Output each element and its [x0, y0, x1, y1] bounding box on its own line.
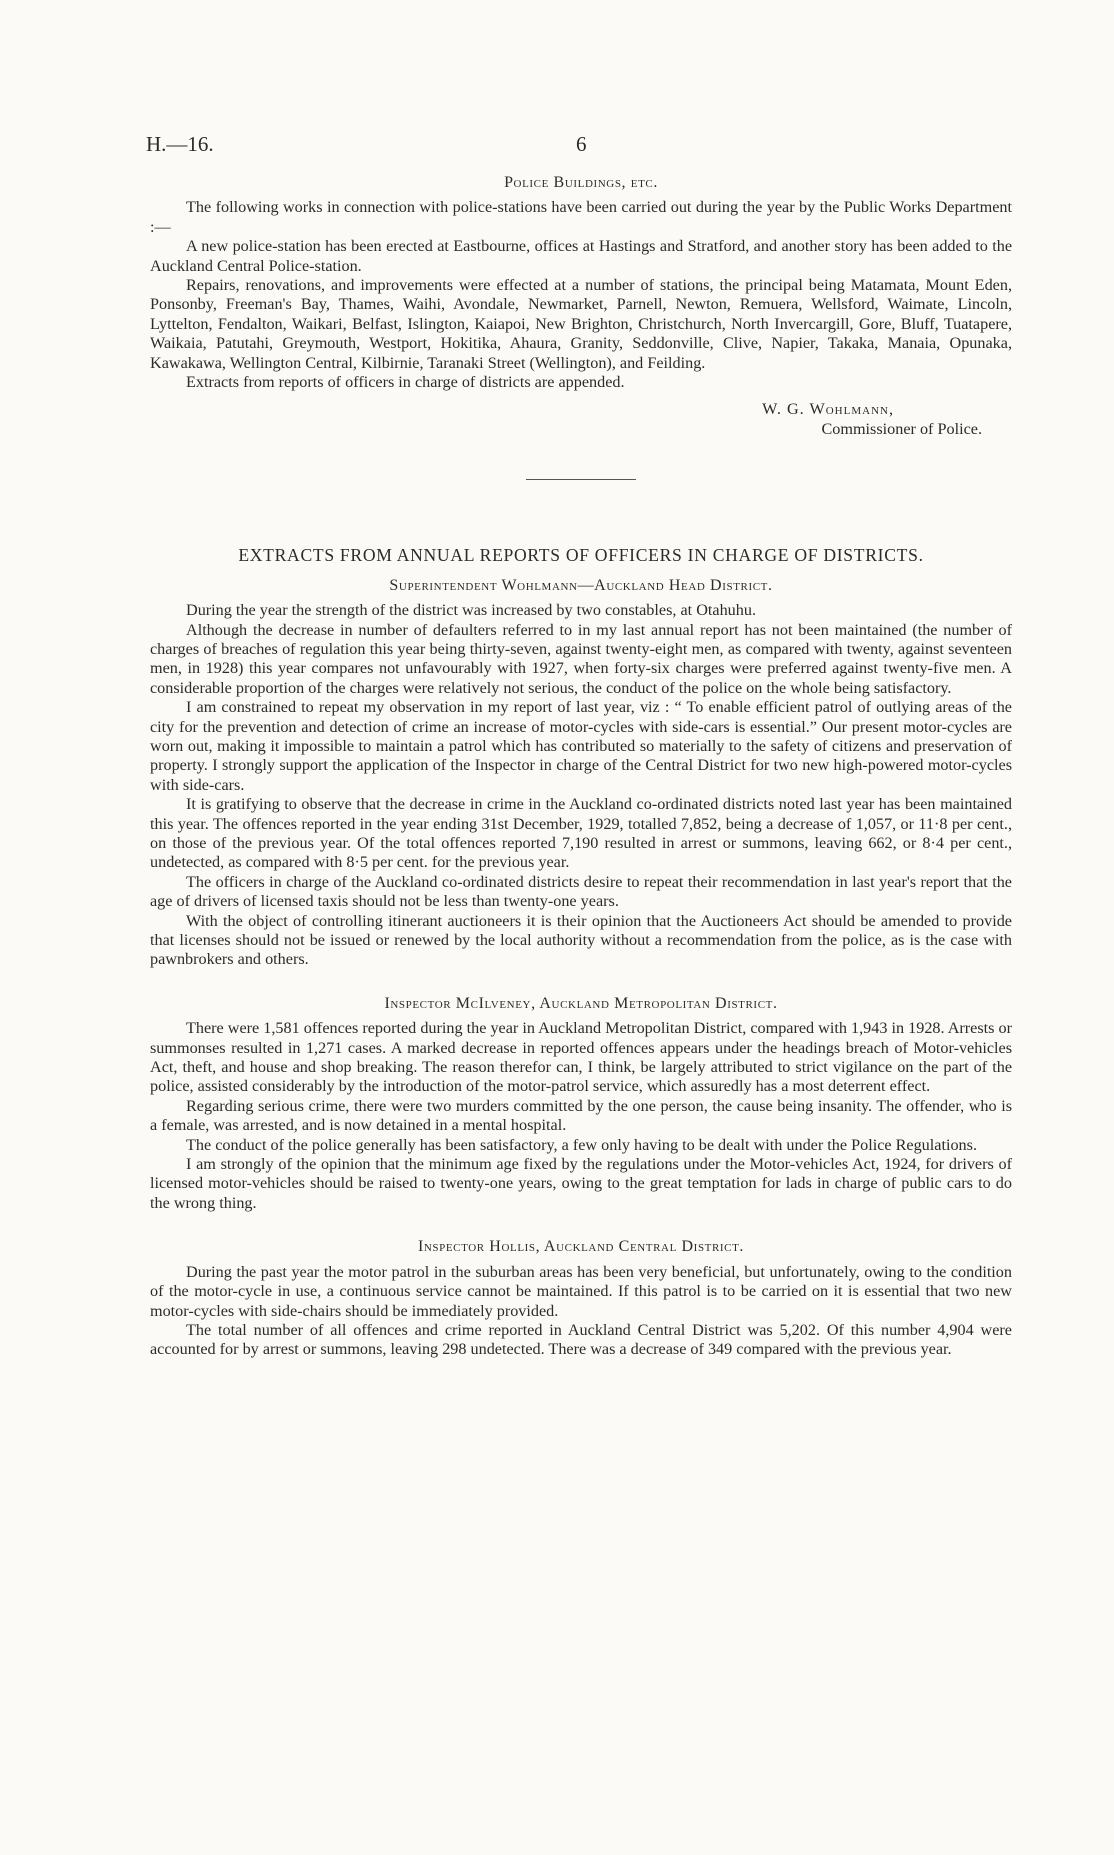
report-section-auckland-metropolitan [150, 994, 1012, 1213]
report-title: Inspector Hollis, Auckland Central District. [417, 1238, 745, 1256]
paragraph: The conduct of the police generally has been satisfactory, a few only having to be dealt with under the Police Regulations. [186, 1135, 977, 1154]
paragraph: I am strongly of the opinion that the minimum age fixed by the regulations under the Motor-vehicles Act, 1924, for drivers of licensed motor-vehicles should be raised to twenty-one years, owing to the great temptation for lads in charge of public cars to do the wrong thing. [150, 1155, 1012, 1212]
paragraph: The total number of all offences and crime reported in Auckland Central District was 5,202. Of this number 4,904 were accounted for by arrest or summons, leaving 298 undetected. There was a decrease of 349 compared with the previous year. [150, 1320, 1012, 1359]
paragraph: Extracts from reports of officers in charge of districts are appended. [186, 373, 625, 392]
paragraph: During the past year the motor patrol in the suburban areas has been very beneficial, but unfortunately, owing to the condition of the motor-cycle in use, a continuous service cannot be maintained. If this patrol is to be carried on it is essential that two new motor-cycles with side-chairs should be immediately provided. [150, 1262, 1012, 1320]
page-number: 6 [576, 132, 587, 156]
report-title: Inspector McIlveney, Auckland Metropolitan District. [384, 994, 778, 1012]
signature-block [150, 400, 1012, 439]
paragraph: The following works in connection with police-stations have been carried out during the year by the Public Works Department :— [150, 198, 1012, 236]
spacer [150, 970, 1012, 994]
report-section-auckland-head [150, 576, 1012, 970]
paragraph: Repairs, renovations, and improvements were effected at a number of stations, the principal being Matamata, Mount Eden, Ponsonby, Freeman's Bay, Thames, Waihi, Avondale, Newmarket, Parnell, Newton, Remuera, Wellsford, Waimate, Lincoln, Lyttelton, Fendalton, Waikari, Belfast, Islington, Kaiapoi, New Brighton, Christchurch, North Invercargill, Gore, Bluff, Tuatapere, Waikaia, Patutahi, Greymouth, Westport, Hokitika, Ahaura, Granity, Seddonville, Clive, Napier, Takaka, Manaia, Opunaka, Kawakawa, Wellington Central, Kilbirnie, Taranaki Street (Wellington), and Feilding. [150, 276, 1012, 372]
signature-name: W. G. Wohlmann, [762, 400, 894, 419]
paragraph: Regarding serious crime, there were two murders committed by the one person, the cause being insanity. The offender, who is a female, was arrested, and is now detained in a mental hospital. [150, 1096, 1012, 1135]
spacer [150, 1213, 1012, 1237]
document-reference: H.—16. [146, 132, 214, 156]
paragraph: A new police-station has been erected at Eastbourne, offices at Hastings and Stratford, and another story has been added to the Auckland Central Police-station. [150, 237, 1012, 275]
paragraph: With the object of controlling itinerant auctioneers it is their opinion that the Auctioneers Act should be amended to provide that licenses should not be issued or renewed by the local authority without a recommendation from the police, as is the case with pawnbrokers and others. [150, 911, 1012, 969]
report-title: Superintendent Wohlmann—Auckland Head District. [389, 576, 773, 594]
page-header [146, 132, 1016, 162]
paragraph: The officers in charge of the Auckland co-ordinated districts desire to repeat their recommendation in last year's report that the age of drivers of licensed taxis should not be less than twenty-one years. [150, 872, 1012, 911]
page-content [150, 173, 1012, 1360]
paragraph: It is gratifying to observe that the decrease in crime in the Auckland co-ordinated districts noted last year has been maintained this year. The offences reported in the year ending 31st December, 1929, totalled 7,852, being a decrease of 1,057, or 11·8 per cent., on those of the previous year. Of the total offences reported 7,190 resulted in arrest or summons, leaving 662, or 8·4 per cent., undetected, as compared with 8·5 per cent. for the previous year. [150, 795, 1012, 872]
signature-title: Commissioner of Police. [821, 419, 982, 438]
paragraph: There were 1,581 offences reported during the year in Auckland Metropolitan District, compared with 1,943 in 1928. Arrests or summonses resulted in 1,271 cases. A marked decrease in reported offences appears under the headings breach of Motor-vehicles Act, theft, and house and shop breaking. The reason therefor can, I think, be largely attributed to strict vigilance on the part of the police, assisted considerably by the introduction of the motor-patrol service, which assuredly has a most deterrent effect. [150, 1019, 1012, 1096]
paragraph: During the year the strength of the district was increased by two constables, at Otahuhu. [186, 601, 757, 620]
section-title: Police Buildings, etc. [504, 174, 658, 191]
report-section-auckland-central [150, 1237, 1012, 1359]
police-buildings-section [150, 173, 1012, 439]
paragraph: Although the decrease in number of defaulters referred to in my last annual report has not been maintained (the number of charges of breaches of regulation this year being thirty-seven, against twenty-eight men, as compared with twenty, against seventeen men, in 1928) this year compares not unfavourably with 1927, when forty-six charges were preferred against twenty-five men. A considerable proportion of the charges were relatively not serious, the conduct of the police on the whole being satisfactory. [150, 620, 1012, 697]
section-divider [526, 479, 636, 480]
paragraph: I am constrained to repeat my observation in my report of last year, viz : “ To enable efficient patrol of outlying areas of the city for the prevention and detection of crime an increase of motor-cycles with side-cars is essential.” Our present motor-cycles are worn out, making it impossible to maintain a patrol which has contributed so materially to the safety of citizens and preservation of property. I strongly support the application of the Inspector in charge of the Central District for two new high-powered motor-cycles with side-cars. [150, 698, 1012, 794]
extracts-heading: EXTRACTS FROM ANNUAL REPORTS OF OFFICERS IN CHARGE OF DISTRICTS. [238, 545, 924, 566]
